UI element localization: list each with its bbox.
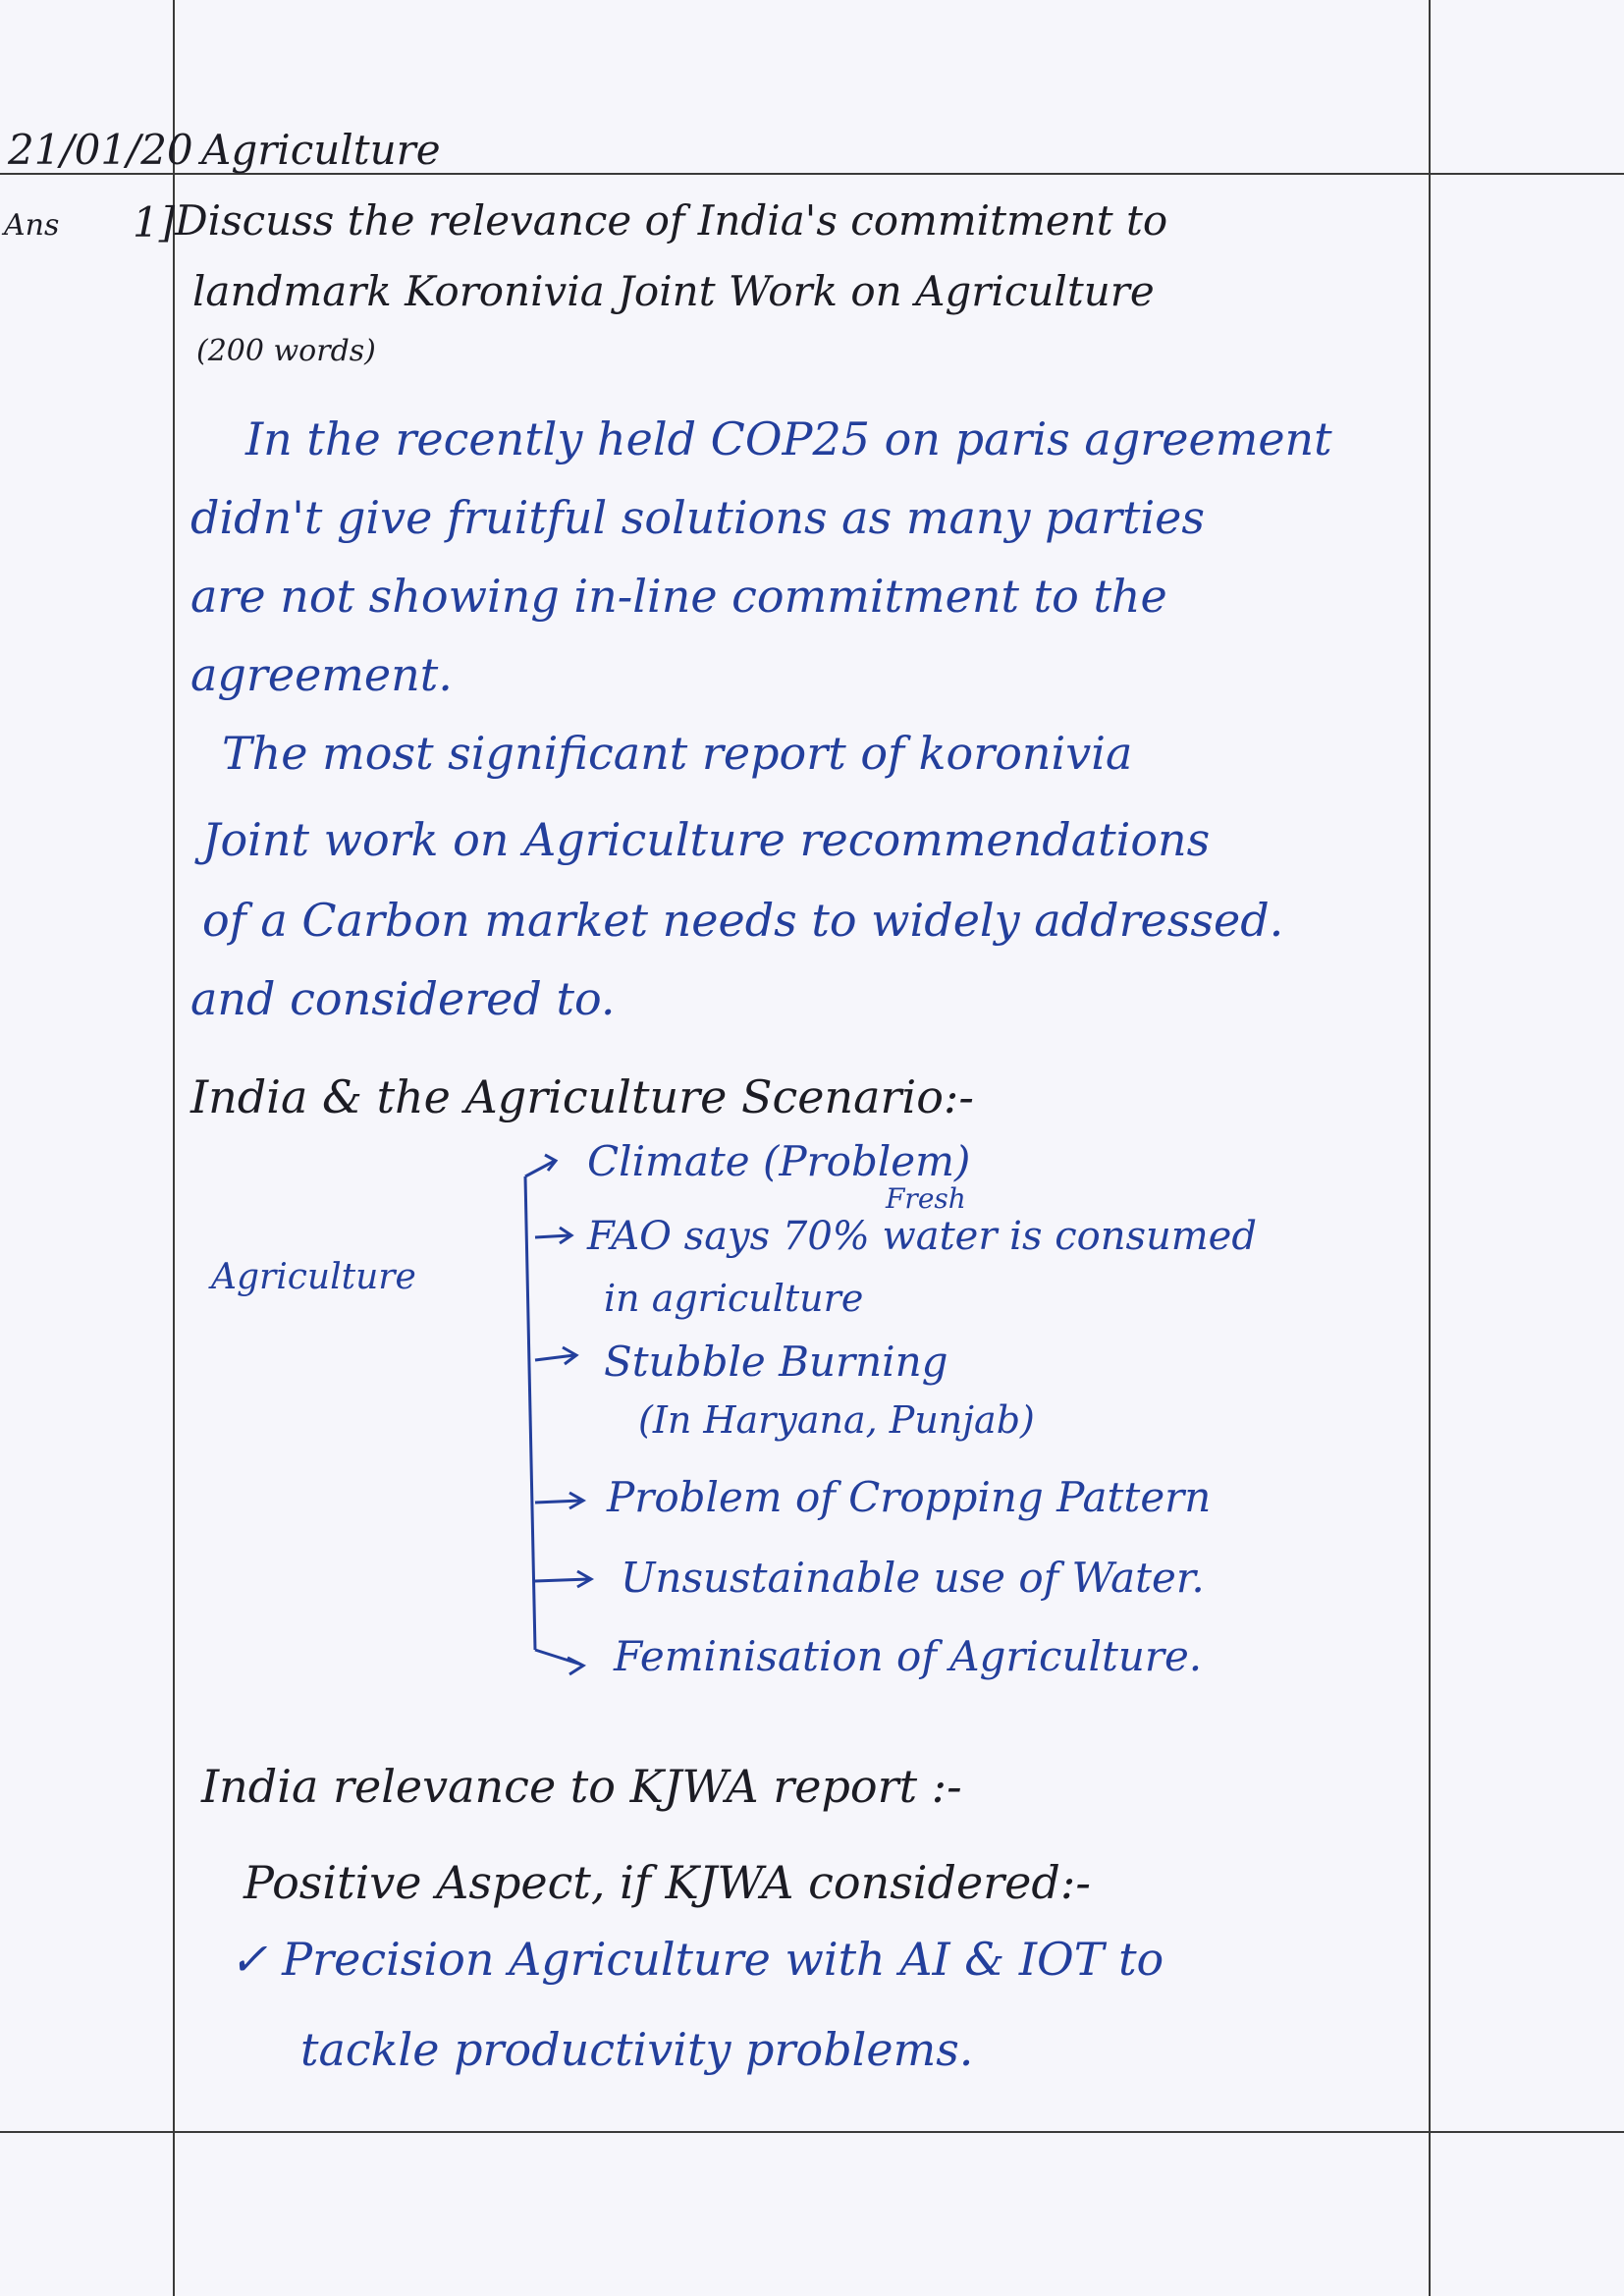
- diagram-branch: FAO says 70% water is consumed: [587, 1214, 1257, 1259]
- point-line: ✓ Precision Agriculture with AI & IOT to: [230, 1933, 1164, 1986]
- diagram-branch: Feminisation of Agriculture.: [614, 1632, 1203, 1680]
- inserted-word: Fresh: [886, 1182, 966, 1215]
- subject-title: Agriculture: [201, 126, 441, 174]
- paragraph-line: didn't give fruitful solutions as many parties: [190, 491, 1206, 544]
- paragraph-line: The most significant report of koronivia: [222, 727, 1133, 780]
- diagram-branch: Problem of Cropping Pattern: [607, 1473, 1212, 1521]
- diagram-branch: Unsustainable use of Water.: [621, 1554, 1205, 1602]
- question-number: 1]: [133, 198, 176, 246]
- paragraph-line: In the recently held COP25 on paris agreement: [245, 412, 1332, 465]
- diagram-branch: Stubble Burning: [604, 1338, 948, 1386]
- paragraph-line: agreement.: [190, 648, 453, 701]
- question-line: Discuss the relevance of India's commitment to: [175, 196, 1168, 245]
- question-line: landmark Koronivia Joint Work on Agriculture: [192, 267, 1155, 315]
- date: 21/01/20: [8, 126, 193, 174]
- answer-label: Ans: [4, 208, 60, 243]
- point-line: tackle productivity problems.: [300, 2023, 974, 2076]
- sub-heading: Positive Aspect, if KJWA considered:-: [244, 1856, 1091, 1909]
- word-limit: (200 words): [196, 334, 376, 368]
- diagram-branch: (In Haryana, Punjab): [638, 1398, 1035, 1442]
- diagram-branch: Climate (Problem): [587, 1137, 971, 1185]
- paragraph-line: of a Carbon market needs to widely addressed.: [202, 894, 1284, 947]
- section-heading: India & the Agriculture Scenario:-: [190, 1070, 974, 1123]
- section-heading: India relevance to KJWA report :-: [201, 1760, 962, 1813]
- diagram-branch: in agriculture: [604, 1277, 864, 1320]
- paragraph-line: and considered to.: [190, 972, 616, 1025]
- diagram-root: Agriculture: [211, 1257, 416, 1297]
- paragraph-line: are not showing in-line commitment to the: [190, 570, 1167, 623]
- paragraph-line: Joint work on Agriculture recommendations: [202, 813, 1211, 866]
